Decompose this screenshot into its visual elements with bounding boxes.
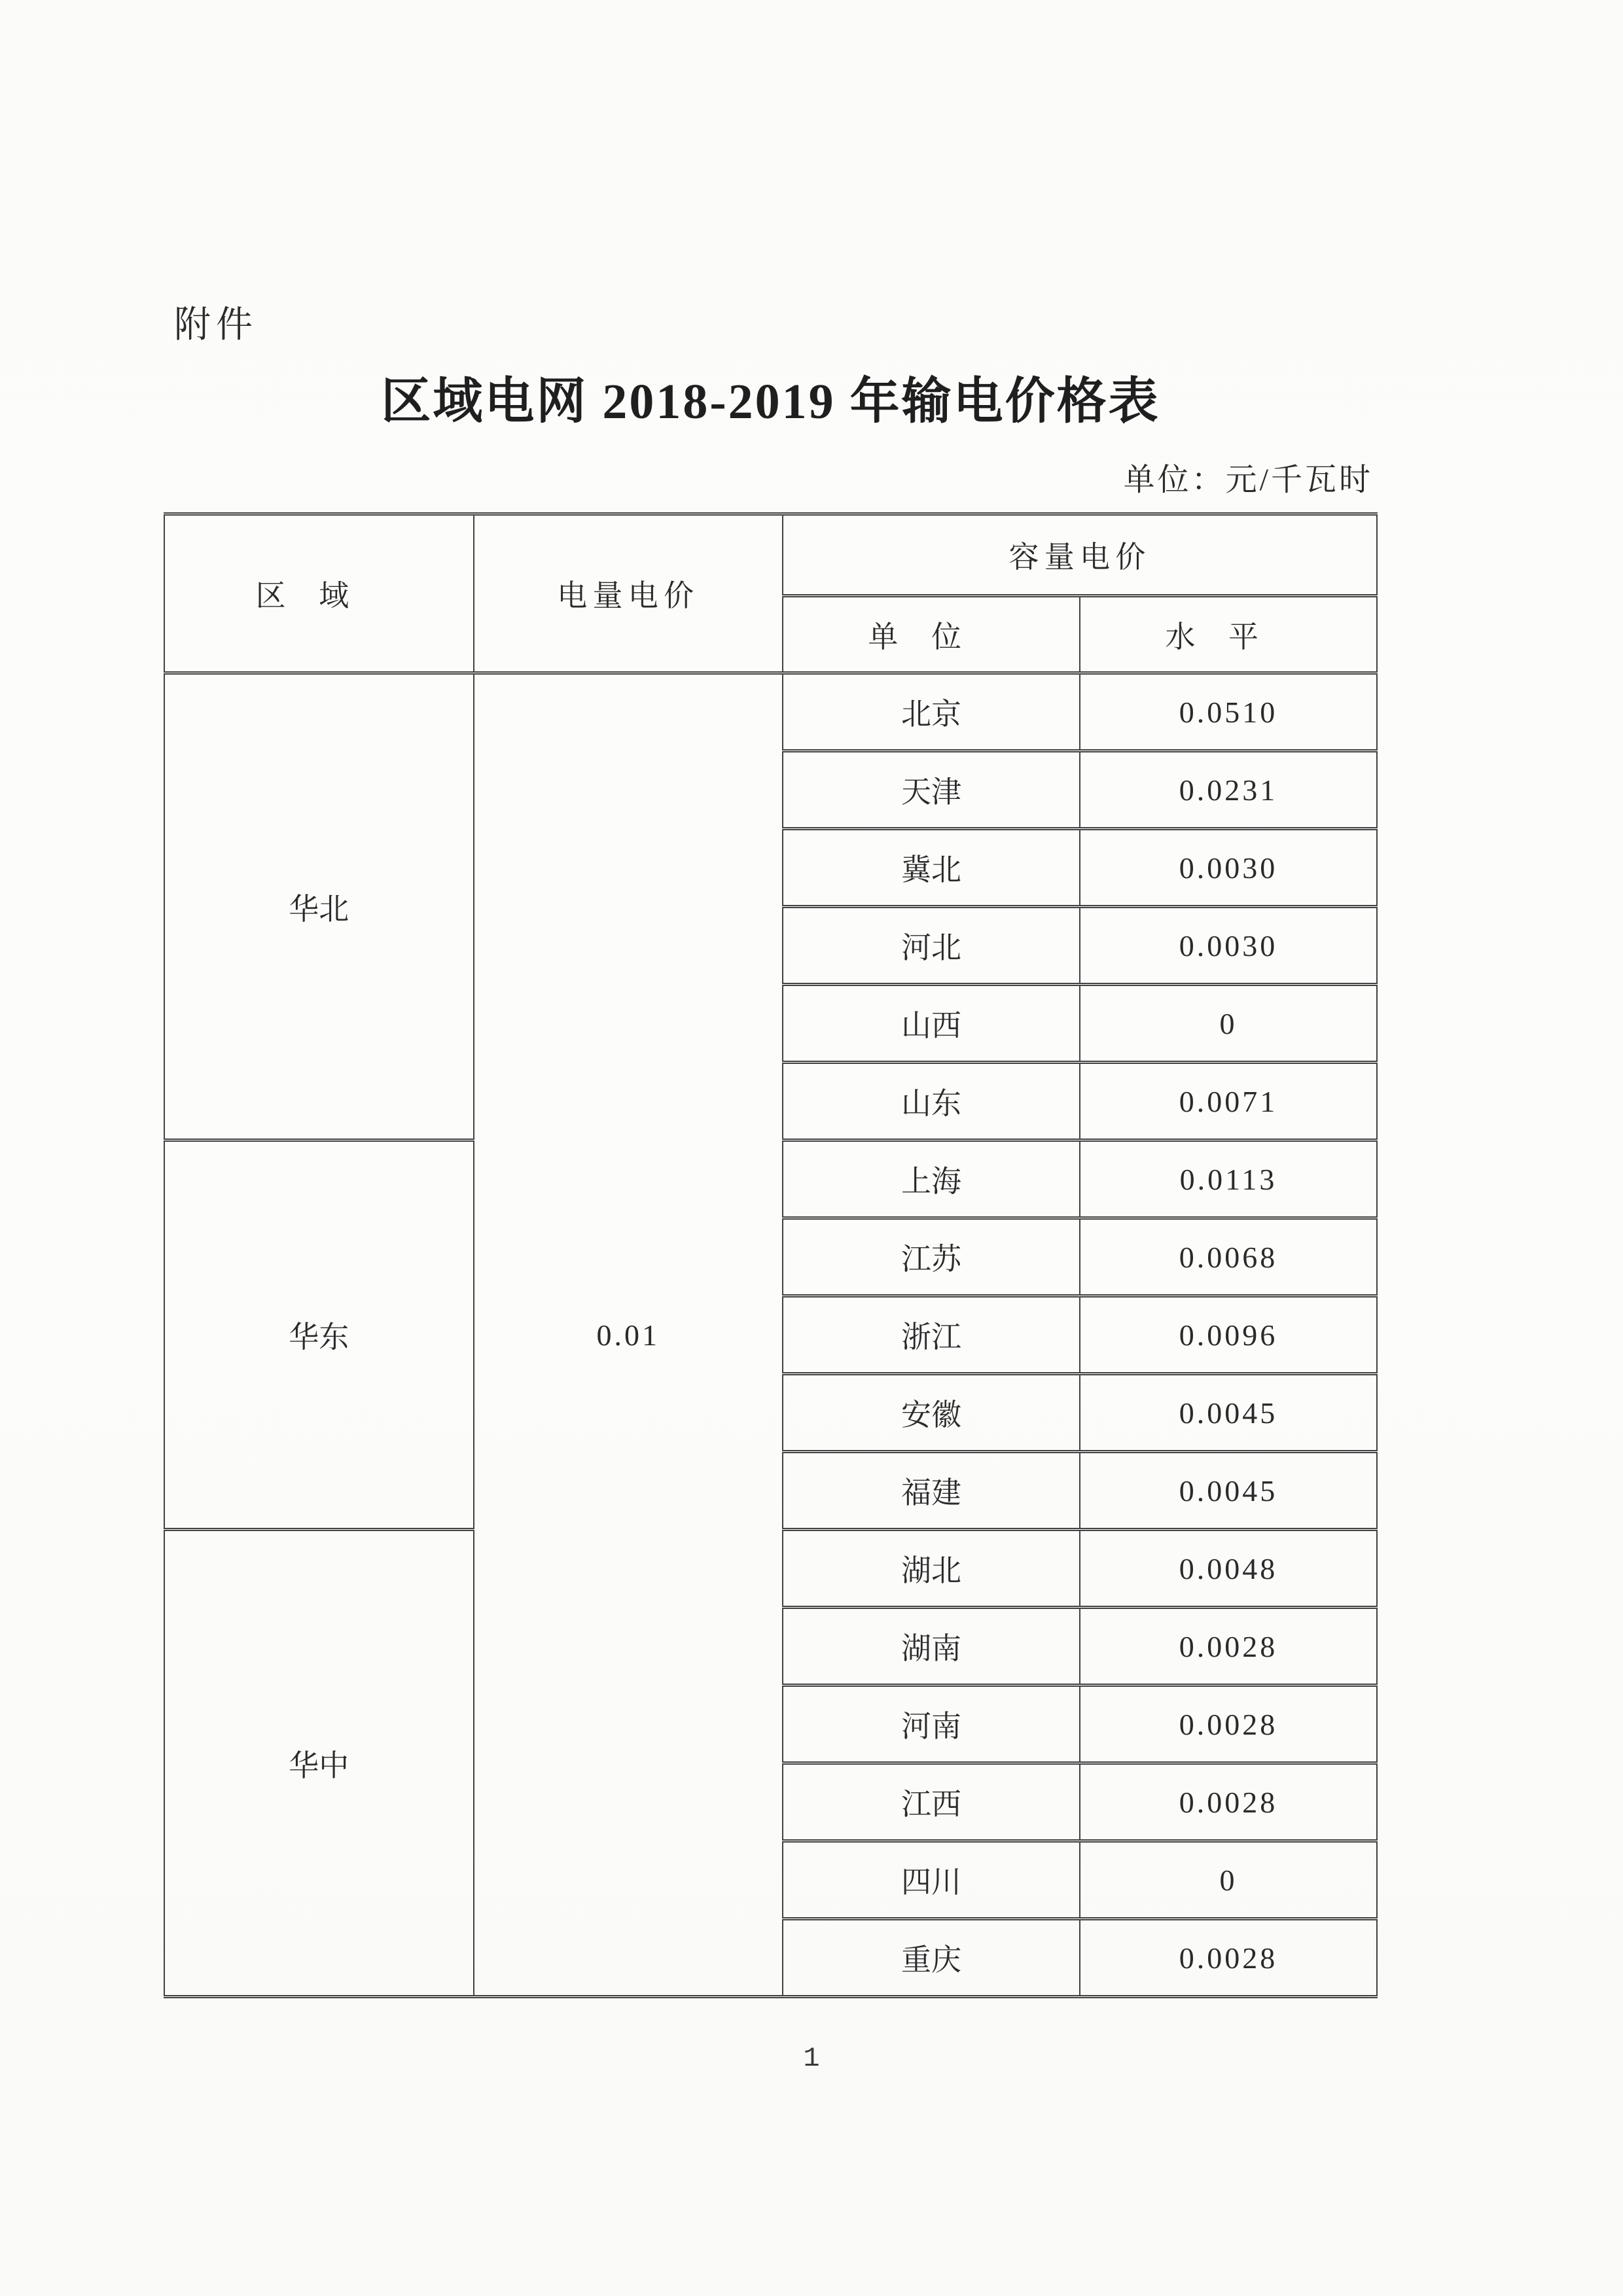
level-cell: 0.0028 [1080,1919,1377,1997]
unit-cell: 天津 [783,751,1080,829]
energy-price-cell: 0.01 [474,673,783,1997]
unit-cell: 江苏 [783,1218,1080,1296]
level-cell: 0.0048 [1080,1530,1377,1608]
unit-cell: 湖北 [783,1530,1080,1608]
price-table-body [164,673,1377,1997]
page-number: 1 [803,2043,820,2074]
level-cell: 0.0068 [1080,1218,1377,1296]
unit-cell: 山东 [783,1063,1080,1140]
level-cell: 0 [1080,985,1377,1063]
unit-cell: 上海 [783,1140,1080,1218]
unit-cell: 河南 [783,1686,1080,1763]
header-capacity-price: 容量电价 [783,514,1377,596]
level-cell: 0.0071 [1080,1063,1377,1140]
region-cell: 华中 [164,1530,474,1997]
level-cell: 0.0510 [1080,673,1377,751]
price-table-header [164,514,1377,673]
header-energy-price: 电量电价 [474,514,783,673]
level-cell: 0.0028 [1080,1608,1377,1686]
level-cell: 0.0096 [1080,1296,1377,1374]
unit-cell: 安徽 [783,1374,1080,1452]
header-level: 水平 [1080,596,1377,673]
unit-cell: 冀北 [783,829,1080,907]
region-cell: 华东 [164,1140,474,1530]
unit-cell: 湖南 [783,1608,1080,1686]
table-row [164,673,1377,751]
level-cell: 0.0045 [1080,1374,1377,1452]
level-cell: 0 [1080,1841,1377,1919]
unit-cell: 河北 [783,907,1080,985]
header-unit: 单位 [783,596,1080,673]
level-cell: 0.0231 [1080,751,1377,829]
header-region: 区域 [164,514,474,673]
level-cell: 0.0113 [1080,1140,1377,1218]
page-title: 区域电网 2018-2019 年输电价格表 [381,374,1160,429]
unit-cell: 浙江 [783,1296,1080,1374]
region-cell: 华北 [164,673,474,1140]
price-table [164,512,1378,1998]
unit-cell: 重庆 [783,1919,1080,1997]
level-cell: 0.0030 [1080,907,1377,985]
unit-cell: 江西 [783,1763,1080,1841]
level-cell: 0.0028 [1080,1763,1377,1841]
unit-cell: 四川 [783,1841,1080,1919]
unit-cell: 福建 [783,1452,1080,1530]
level-cell: 0.0045 [1080,1452,1377,1530]
level-cell: 0.0028 [1080,1686,1377,1763]
unit-note: 单位：元/千瓦时 [1123,463,1373,497]
unit-cell: 山西 [783,985,1080,1063]
level-cell: 0.0030 [1080,829,1377,907]
attachment-label: 附件 [174,305,258,345]
unit-cell: 北京 [783,673,1080,751]
header-row-top [164,514,1377,596]
